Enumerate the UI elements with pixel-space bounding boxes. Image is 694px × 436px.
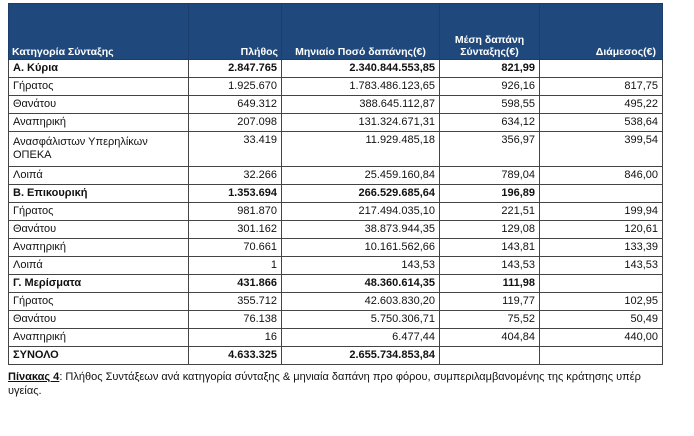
cell-category: Λοιπά [9,167,189,185]
cell-average: 926,16 [440,78,540,96]
cell-category: Α. Κύρια [9,60,189,78]
table-row [9,96,663,114]
cell-median: 399,54 [540,132,663,167]
table-row [9,203,663,221]
header-median: Διάμεσος(€) [540,4,663,60]
cell-count: 32.266 [189,167,282,185]
cell-median [540,60,663,78]
table-row [9,185,663,203]
cell-amount: 143,53 [282,257,440,275]
table-caption [8,370,668,398]
cell-amount: 388.645.112,87 [282,96,440,114]
cell-category: Θανάτου [9,221,189,239]
cell-amount: 217.494.035,10 [282,203,440,221]
cell-category: Γήρατος [9,293,189,311]
cell-median: 440,00 [540,329,663,347]
cell-count: 1.925.670 [189,78,282,96]
table-row [9,132,663,167]
pensions-table [8,3,663,365]
cell-count: 16 [189,329,282,347]
cell-count: 4.633.325 [189,347,282,365]
cell-amount: 48.360.614,35 [282,275,440,293]
cell-median: 538,64 [540,114,663,132]
cell-category: Αναπηρική [9,329,189,347]
cell-amount: 11.929.485,18 [282,132,440,167]
cell-median [540,347,663,365]
cell-median: 846,00 [540,167,663,185]
cell-median: 143,53 [540,257,663,275]
cell-category: Λοιπά [9,257,189,275]
table-row [9,329,663,347]
cell-count: 33.419 [189,132,282,167]
cell-count: 1.353.694 [189,185,282,203]
cell-category: ΣΥΝΟΛΟ [9,347,189,365]
cell-median: 102,95 [540,293,663,311]
cell-median [540,185,663,203]
cell-median: 133,39 [540,239,663,257]
cell-amount: 1.783.486.123,65 [282,78,440,96]
cell-average: 821,99 [440,60,540,78]
cell-average: 111,98 [440,275,540,293]
cell-median: 120,61 [540,221,663,239]
cell-category: Αναπηρική [9,114,189,132]
cell-count: 649.312 [189,96,282,114]
header-count: Πλήθος [189,4,282,60]
cell-average: 196,89 [440,185,540,203]
cell-category: Θανάτου [9,311,189,329]
cell-average: 143,81 [440,239,540,257]
table-row [9,347,663,365]
table-row [9,60,663,78]
cell-median: 495,22 [540,96,663,114]
header-category: Κατηγορία Σύνταξης [9,4,189,60]
cell-average: 356,97 [440,132,540,167]
table-row [9,293,663,311]
table-body [9,60,663,365]
cell-average: 789,04 [440,167,540,185]
caption-text: : Πλήθος Συντάξεων ανά κατηγορία σύνταξης & μηνιαία δαπάνη προ φόρου, συμπεριλαμβανομένης της κράτησης υπέρ υγείας. [8,371,641,397]
cell-average: 404,84 [440,329,540,347]
cell-average: 634,12 [440,114,540,132]
cell-amount: 266.529.685,64 [282,185,440,203]
table-row [9,78,663,96]
cell-category: Θανάτου [9,96,189,114]
table-row [9,167,663,185]
cell-average: 119,77 [440,293,540,311]
cell-amount: 42.603.830,20 [282,293,440,311]
cell-count: 76.138 [189,311,282,329]
cell-category: Γήρατος [9,78,189,96]
cell-category: Αναπηρική [9,239,189,257]
header-amount: Μηνιαίο Ποσό δαπάνης(€) [282,4,440,60]
cell-count: 431.866 [189,275,282,293]
cell-count: 207.098 [189,114,282,132]
cell-count: 355.712 [189,293,282,311]
cell-count: 2.847.765 [189,60,282,78]
table-row [9,257,663,275]
header-row [9,4,663,60]
cell-median: 50,49 [540,311,663,329]
cell-count: 981.870 [189,203,282,221]
cell-category: Γήρατος [9,203,189,221]
document-page [8,3,688,398]
cell-amount: 6.477,44 [282,329,440,347]
cell-category: Ανασφάλιστων Υπερηλίκων ΟΠΕΚΑ [9,132,189,167]
cell-median: 817,75 [540,78,663,96]
cell-count: 1 [189,257,282,275]
cell-category: Γ. Μερίσματα [9,275,189,293]
cell-amount: 5.750.306,71 [282,311,440,329]
cell-average: 143,53 [440,257,540,275]
table-row [9,114,663,132]
cell-average: 221,51 [440,203,540,221]
table-row [9,311,663,329]
cell-median [540,275,663,293]
cell-amount: 2.340.844.553,85 [282,60,440,78]
cell-average: 129,08 [440,221,540,239]
cell-median: 199,94 [540,203,663,221]
cell-amount: 25.459.160,84 [282,167,440,185]
cell-average [440,347,540,365]
table-row [9,221,663,239]
cell-amount: 131.324.671,31 [282,114,440,132]
table-row [9,275,663,293]
cell-count: 70.661 [189,239,282,257]
cell-count: 301.162 [189,221,282,239]
cell-average: 75,52 [440,311,540,329]
header-average: Μέση δαπάνη Σύνταξης(€) [440,4,540,60]
caption-label: Πίνακας 4 [8,371,60,383]
cell-amount: 10.161.562,66 [282,239,440,257]
cell-amount: 2.655.734.853,84 [282,347,440,365]
table-row [9,239,663,257]
cell-average: 598,55 [440,96,540,114]
cell-category: Β. Επικουρική [9,185,189,203]
cell-amount: 38.873.944,35 [282,221,440,239]
